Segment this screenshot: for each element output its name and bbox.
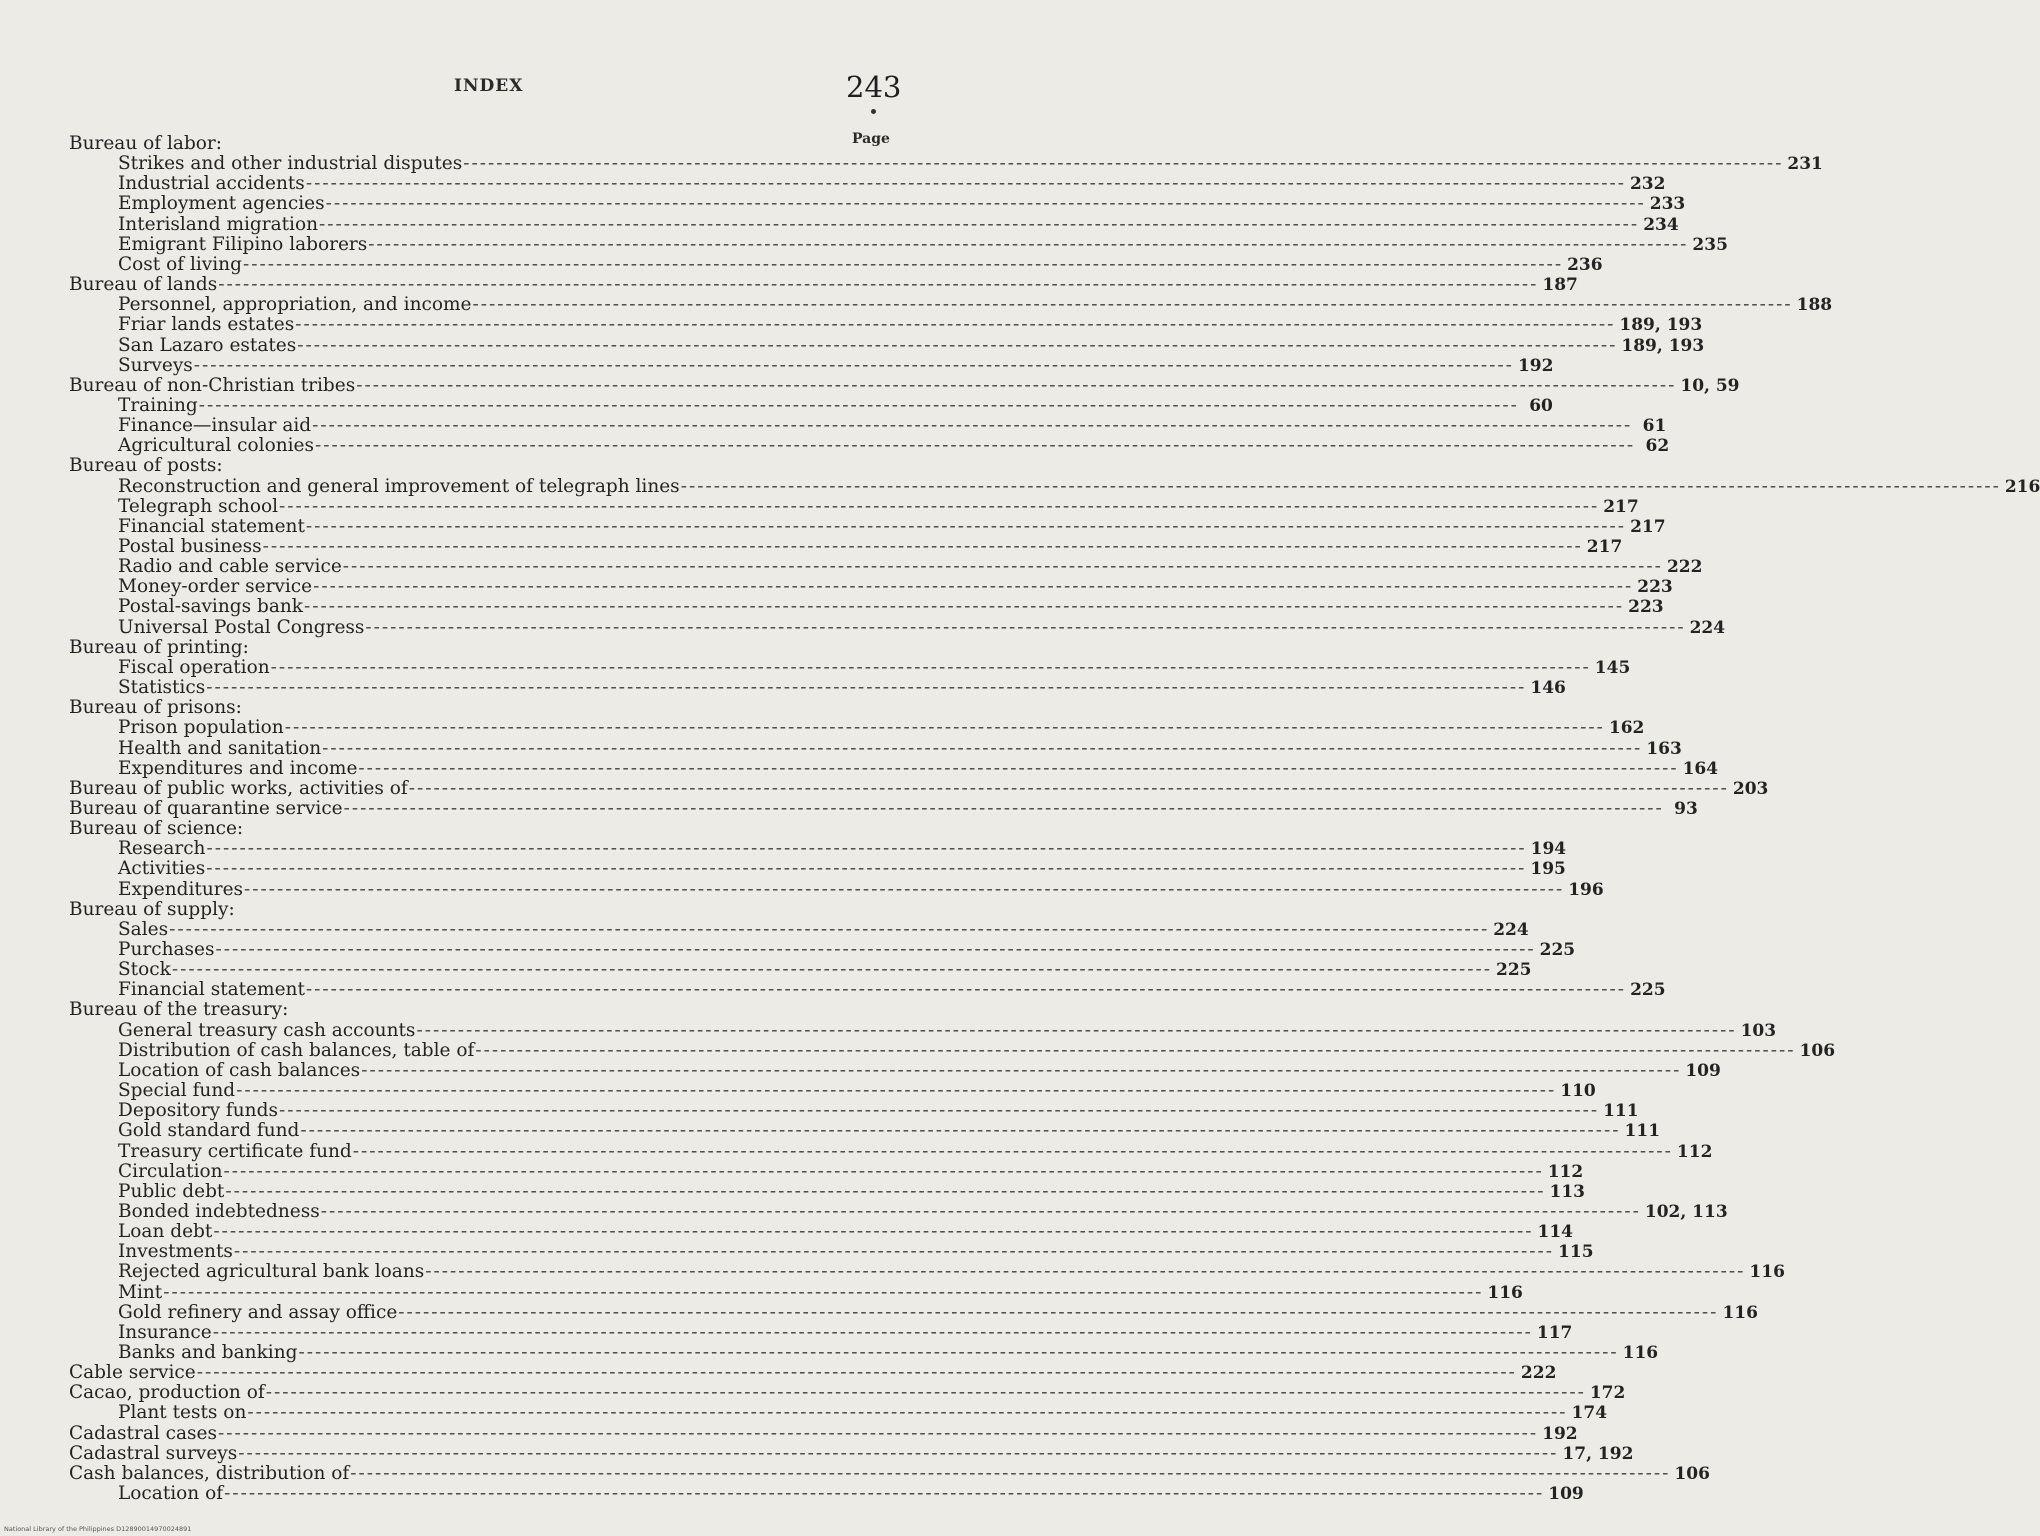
index-entry-page: 235 (1692, 234, 1728, 255)
index-entry-label: Emigrant Filipino laborers (118, 233, 368, 255)
index-entry-page: 217 (1586, 537, 1623, 557)
index-entry-label: Money-order service (118, 576, 313, 598)
dot-leader: ---------------------------------------------------------------------------------------------------------------------------------------------------------------- (171, 959, 1492, 981)
index-entry-page: 189, 193 (1621, 335, 1705, 356)
footer-note: National Library of the Philippines D12890014970024891 (4, 1525, 192, 1533)
dot-leader: ---------------------------------------------------------------------------------------------------------------------------------------------------------------- (223, 1160, 1544, 1182)
dot-leader: ---------------------------------------------------------------------------------------------------------------------------------------------------------------- (475, 1039, 1796, 1061)
index-entry-page: 216 (2004, 476, 2040, 497)
page-number: 243 (846, 70, 902, 104)
index-entry (118, 737, 1682, 759)
index-entry (118, 596, 1664, 618)
index-entry-page: 102, 113 (1644, 1201, 1728, 1222)
index-entry (118, 1120, 1661, 1142)
index-entry (118, 193, 1686, 215)
index-entry-page: 189, 193 (1619, 315, 1703, 336)
index-entry-page: 116 (1622, 1343, 1659, 1363)
index-entry-label: Statistics (118, 677, 206, 699)
index-entry-page: 233 (1649, 194, 1686, 215)
index-entry-page: 236 (1567, 254, 1603, 275)
index-entry (118, 616, 1726, 638)
index-entry-page: 116 (1749, 1262, 1785, 1283)
index-entry-page: 162 (1608, 718, 1645, 739)
index-entry (118, 314, 1703, 336)
index-entry (118, 838, 1567, 860)
index-entry-label: Bureau of supply: (69, 898, 235, 920)
dot-leader: ---------------------------------------------------------------------------------------------------------------------------------------------------------------- (225, 1180, 1546, 1202)
dot-leader: ---------------------------------------------------------------------------------------------------------------------------------------------------------------- (416, 1019, 1737, 1041)
index-entry (69, 1442, 1634, 1464)
index-entry-page: 114 (1537, 1222, 1573, 1243)
dot-leader: ---------------------------------------------------------------------------------------------------------------------------------------------------------------- (408, 777, 1729, 799)
index-entry-page: 223 (1637, 577, 1673, 598)
dot-leader: ---------------------------------------------------------------------------------------------------------------------------------------------------------------- (325, 193, 1646, 215)
index-entry-page: 109 (1548, 1484, 1584, 1505)
dot-leader: ---------------------------------------------------------------------------------------------------------------------------------------------------------------- (244, 878, 1565, 900)
index-entry-label: Cash balances, distribution of (69, 1462, 350, 1484)
index-entry (118, 213, 1679, 235)
index-entry (118, 878, 1604, 900)
dot-leader: ---------------------------------------------------------------------------------------------------------------------------------------------------------------- (279, 495, 1600, 517)
index-entry-label: San Lazaro estates (118, 334, 297, 356)
index-entry-page: 234 (1643, 214, 1679, 235)
dot-leader: ---------------------------------------------------------------------------------------------------------------------------------------------------------------- (320, 1200, 1641, 1222)
index-entry-label: Telegraph school (118, 495, 279, 517)
index-entry (69, 698, 896, 718)
index-entry (69, 1362, 1557, 1384)
index-entry-page: 192 (1517, 355, 1554, 376)
dot-leader: ---------------------------------------------------------------------------------------------------------------------------------------------------------------- (206, 858, 1527, 880)
index-entry-label: Employment agencies (118, 193, 325, 215)
dot-leader: ---------------------------------------------------------------------------------------------------------------------------------------------------------------- (278, 1100, 1600, 1122)
running-header-title: INDEX (454, 76, 524, 96)
index-entry (69, 819, 896, 839)
index-entry-page: 196 (1568, 879, 1604, 900)
index-entry (118, 1483, 1584, 1505)
index-entry (118, 858, 1566, 880)
index-entry-label: Loan debt (118, 1221, 213, 1243)
index-entry-label: Universal Postal Congress (118, 616, 365, 638)
index-entry-page: 116 (1487, 1282, 1523, 1303)
index-entry-label: Investments (118, 1241, 233, 1263)
dot-leader: ---------------------------------------------------------------------------------------------------------------------------------------------------------------- (300, 1120, 1621, 1142)
index-entry-page: 113 (1549, 1181, 1586, 1202)
dot-leader: ---------------------------------------------------------------------------------------------------------------------------------------------------------------- (236, 1080, 1557, 1102)
dot-leader: ---------------------------------------------------------------------------------------------------------------------------------------------------------------- (315, 435, 1636, 457)
index-entry-page: 225 (1495, 960, 1532, 981)
dot-leader: ---------------------------------------------------------------------------------------------------------------------------------------------------------------- (368, 233, 1689, 255)
index-entry-page: 192 (1542, 1423, 1578, 1444)
index-entry (118, 959, 1532, 981)
index-entry (118, 1402, 1608, 1424)
dot-leader: ---------------------------------------------------------------------------------------------------------------------------------------------------------------- (472, 294, 1793, 316)
index-entry-label: Surveys (118, 354, 193, 376)
dot-leader: ---------------------------------------------------------------------------------------------------------------------------------------------------------------- (680, 475, 2001, 497)
index-entry-label: Location of (118, 1483, 224, 1505)
index-entry-page: 106 (1799, 1040, 1836, 1061)
index-entry-page: 17, 192 (1562, 1443, 1634, 1464)
index-entry (118, 918, 1529, 940)
index-entry (69, 797, 1698, 819)
index-entry (118, 475, 2040, 497)
index-entry-page: 146 (1530, 678, 1566, 699)
dot-leader: ---------------------------------------------------------------------------------------------------------------------------------------------------------------- (213, 1221, 1534, 1243)
index-entry-page: 225 (1630, 980, 1666, 1001)
index-entry-label: Insurance (118, 1321, 212, 1343)
dot-leader: ---------------------------------------------------------------------------------------------------------------------------------------------------------------- (365, 616, 1686, 638)
index-entry (69, 374, 1740, 396)
index-entry-page: 223 (1628, 597, 1664, 618)
index-entry-page: 145 (1594, 657, 1631, 678)
index-entry-page: 224 (1493, 919, 1529, 940)
dot-leader: ---------------------------------------------------------------------------------------------------------------------------------------------------------------- (305, 979, 1627, 1001)
dot-leader: ---------------------------------------------------------------------------------------------------------------------------------------------------------------- (218, 274, 1539, 296)
index-entry-page: 232 (1629, 174, 1666, 195)
index-entry (69, 456, 896, 476)
index-entry-page: 187 (1542, 275, 1578, 296)
index-entry (118, 153, 1823, 175)
index-entry-label: Finance—insular aid (118, 415, 312, 437)
dot-leader: ---------------------------------------------------------------------------------------------------------------------------------------------------------------- (305, 173, 1626, 195)
index-entry-label: Mint (118, 1281, 163, 1303)
index-entry-page: 224 (1689, 617, 1726, 638)
index-entry-label: Rejected agricultural bank loans (118, 1261, 425, 1283)
index-entry-label: Industrial accidents (118, 173, 305, 195)
index-entry-label: Stock (118, 959, 171, 981)
dot-leader: ---------------------------------------------------------------------------------------------------------------------------------------------------------------- (342, 556, 1663, 578)
index-entry-label: Strikes and other industrial disputes (118, 153, 463, 175)
index-entry (69, 638, 896, 658)
index-entry-page: 222 (1666, 557, 1703, 578)
dot-leader: ---------------------------------------------------------------------------------------------------------------------------------------------------------------- (238, 1442, 1559, 1464)
index-entry-page: 10, 59 (1680, 375, 1740, 396)
index-entry (118, 1321, 1573, 1343)
index-entry-label: Special fund (118, 1080, 236, 1102)
index-entry-page: 188 (1796, 295, 1833, 316)
index-entry (69, 274, 1578, 296)
index-entry (118, 495, 1639, 517)
index-entry-label: Expenditures and income (118, 757, 358, 779)
index-entry-page: 217 (1630, 516, 1666, 537)
dot-leader: ---------------------------------------------------------------------------------------------------------------------------------------------------------------- (319, 213, 1640, 235)
index-entry-label: Bureau of labor: (69, 133, 222, 154)
dot-leader: ---------------------------------------------------------------------------------------------------------------------------------------------------------------- (463, 153, 1784, 175)
index-entry-page: 195 (1530, 859, 1566, 880)
dot-leader: ---------------------------------------------------------------------------------------------------------------------------------------------------------------- (361, 1059, 1682, 1081)
index-entry (118, 1301, 1758, 1323)
index-entry (118, 1281, 1523, 1303)
index-entry-label: Cadastral surveys (69, 1442, 238, 1464)
index-entry-page: 115 (1558, 1242, 1594, 1263)
index-entry-page: 112 (1676, 1141, 1713, 1162)
index-entry-label: Treasury certificate fund (118, 1140, 352, 1162)
dot-leader: ---------------------------------------------------------------------------------------------------------------------------------------------------------------- (298, 1342, 1619, 1363)
dot-leader: ---------------------------------------------------------------------------------------------------------------------------------------------------------------- (358, 757, 1679, 779)
index-entry-label: Radio and cable service (118, 556, 342, 578)
index-entry-page: 109 (1685, 1060, 1721, 1081)
index-entry-label: Interisland migration (118, 213, 319, 235)
dot-leader: ---------------------------------------------------------------------------------------------------------------------------------------------------------------- (398, 1301, 1719, 1323)
index-entry-label: Gold refinery and assay office (118, 1301, 398, 1323)
index-entry-page: 62 (1645, 436, 1670, 457)
index-entry-page: 174 (1571, 1403, 1608, 1424)
dot-leader: ---------------------------------------------------------------------------------------------------------------------------------------------------------------- (193, 354, 1514, 376)
dot-leader: ---------------------------------------------------------------------------------------------------------------------------------------------------------------- (163, 1281, 1484, 1303)
index-entry (118, 253, 1603, 275)
index-entry (118, 1241, 1594, 1263)
dot-leader: ---------------------------------------------------------------------------------------------------------------------------------------------------------------- (265, 1382, 1586, 1404)
dot-leader: ---------------------------------------------------------------------------------------------------------------------------------------------------------------- (215, 939, 1536, 960)
index-entry-label: Plant tests on (118, 1402, 247, 1424)
index-entry-page: 163 (1646, 738, 1682, 759)
index-entry-page: 103 (1740, 1020, 1777, 1041)
dot-leader: ---------------------------------------------------------------------------------------------------------------------------------------------------------------- (247, 1402, 1568, 1424)
index-entry (118, 1261, 1785, 1283)
index-entry-label: Bureau of public works, activities of (69, 777, 408, 799)
index-entry-label: Personnel, appropriation, and income (118, 294, 472, 316)
index-entry (118, 1080, 1596, 1102)
dot-leader: ---------------------------------------------------------------------------------------------------------------------------------------------------------------- (313, 576, 1634, 598)
index-entry (118, 233, 1728, 255)
index-entry-page: 231 (1787, 154, 1823, 175)
index-entry (118, 435, 1670, 457)
page-column-label: Page (852, 131, 890, 147)
index-entry-label: Research (118, 838, 206, 860)
index-entry-page: 164 (1682, 758, 1719, 779)
index-entry-label: Circulation (118, 1160, 223, 1182)
dot-leader: ---------------------------------------------------------------------------------------------------------------------------------------------------------------- (297, 334, 1618, 356)
dot-leader: ---------------------------------------------------------------------------------------------------------------------------------------------------------------- (242, 253, 1564, 275)
dot-leader: ---------------------------------------------------------------------------------------------------------------------------------------------------------------- (196, 1362, 1517, 1384)
dot-leader: ---------------------------------------------------------------------------------------------------------------------------------------------------------------- (295, 314, 1616, 336)
index-entry (69, 1462, 1710, 1484)
dot-leader: ---------------------------------------------------------------------------------------------------------------------------------------------------------------- (198, 394, 1519, 416)
index-entry-label: Friar lands estates (118, 314, 295, 336)
index-entry (118, 1140, 1713, 1162)
index-entry (118, 394, 1553, 416)
index-entry-label: Bureau of posts: (69, 455, 223, 477)
dot-leader: ---------------------------------------------------------------------------------------------------------------------------------------------------------------- (343, 797, 1664, 819)
dot-leader: ---------------------------------------------------------------------------------------------------------------------------------------------------------------- (224, 1483, 1545, 1505)
dot-leader: ---------------------------------------------------------------------------------------------------------------------------------------------------------------- (169, 918, 1490, 940)
dot-mark-icon (871, 109, 876, 114)
index-entry (118, 1160, 1584, 1182)
index-entry (118, 979, 1666, 1001)
index-entry-label: Cost of living (118, 253, 242, 275)
dot-leader: ---------------------------------------------------------------------------------------------------------------------------------------------------------------- (356, 374, 1677, 396)
dot-leader: ---------------------------------------------------------------------------------------------------------------------------------------------------------------- (284, 717, 1605, 739)
index-entry (118, 757, 1719, 779)
index-entry (118, 1059, 1721, 1081)
index-entry-label: Gold standard fund (118, 1120, 300, 1142)
index-entry-label: Bureau of printing: (69, 636, 249, 658)
index-entry (118, 556, 1703, 578)
index-entry-label: Purchases (118, 939, 215, 960)
index-entry (118, 515, 1666, 537)
index-entry-label: Bureau of non-Christian tribes (69, 374, 356, 396)
index-entry-page: 106 (1674, 1463, 1710, 1484)
index-entry-label: Health and sanitation (118, 737, 322, 759)
index-entry-page: 117 (1536, 1322, 1573, 1343)
index-entry-page: 116 (1722, 1302, 1758, 1323)
dot-leader: ---------------------------------------------------------------------------------------------------------------------------------------------------------------- (206, 677, 1527, 699)
dot-leader: ---------------------------------------------------------------------------------------------------------------------------------------------------------------- (262, 536, 1583, 557)
index-entry-label: Expenditures (118, 878, 244, 900)
index-entry-label: Fiscal operation (118, 656, 270, 678)
index-entry-page: 225 (1539, 940, 1576, 960)
index-entry-label: Bureau of science: (69, 818, 244, 840)
index-entry-page: 111 (1624, 1121, 1661, 1142)
index-entry (118, 656, 1631, 678)
index-entry (118, 294, 1833, 316)
index-entry (69, 900, 896, 920)
index-entry-label: Sales (118, 918, 169, 940)
index-entry-page: 222 (1520, 1363, 1557, 1384)
dot-leader: ---------------------------------------------------------------------------------------------------------------------------------------------------------------- (303, 596, 1625, 618)
index-entry-label: Bureau of prisons: (69, 697, 242, 719)
index-entry (118, 334, 1705, 356)
index-entry (118, 1200, 1728, 1222)
index-entry (118, 1019, 1777, 1041)
index-entry-label: Prison population (118, 717, 284, 739)
index-entry-page: 61 (1642, 416, 1667, 437)
index-entry-page: 112 (1547, 1161, 1584, 1182)
index-entry-label: Cacao, production of (69, 1382, 265, 1404)
index-entry (69, 777, 1769, 799)
index-entry-label: Cable service (69, 1362, 196, 1384)
index-entry-label: Activities (118, 858, 206, 880)
index-entry (118, 1221, 1573, 1243)
index-entry (69, 1382, 1626, 1404)
dot-leader: ---------------------------------------------------------------------------------------------------------------------------------------------------------------- (352, 1140, 1673, 1162)
index-entry-label: Financial statement (118, 515, 305, 537)
dot-leader: ---------------------------------------------------------------------------------------------------------------------------------------------------------------- (322, 737, 1643, 759)
index-entry (118, 677, 1566, 699)
index-entry-label: Bonded indebtedness (118, 1200, 320, 1222)
index-entry-page: 172 (1589, 1383, 1626, 1404)
dot-leader: ---------------------------------------------------------------------------------------------------------------------------------------------------------------- (312, 415, 1633, 437)
index-entry-page: 203 (1732, 778, 1769, 799)
index-entry-page: 93 (1674, 798, 1698, 819)
index-entry-label: Reconstruction and general improvement of telegraph lines (118, 475, 680, 497)
index-entry (118, 1039, 1836, 1061)
index-entry-label: Location of cash balances (118, 1059, 361, 1081)
dot-leader: ---------------------------------------------------------------------------------------------------------------------------------------------------------------- (206, 838, 1527, 860)
dot-leader: ---------------------------------------------------------------------------------------------------------------------------------------------------------------- (212, 1321, 1533, 1343)
index-entry-label: Public debt (118, 1180, 225, 1202)
index-entry-label: Bureau of quarantine service (69, 797, 343, 819)
index-entry (118, 536, 1623, 557)
index-entry-label: Bureau of lands (69, 274, 218, 296)
index-entry-page: 60 (1529, 395, 1553, 416)
index-entry-page: 194 (1530, 839, 1567, 860)
index-entry (118, 939, 1576, 960)
index-entry (118, 1180, 1586, 1202)
index-entry (118, 354, 1554, 376)
index-entry-label: Postal business (118, 536, 262, 557)
index-entry-page: 110 (1560, 1081, 1596, 1102)
index-entry-label: Postal-savings bank (118, 596, 303, 618)
index-entry (118, 173, 1666, 195)
index-entry-label: General treasury cash accounts (118, 1019, 416, 1041)
dot-leader: ---------------------------------------------------------------------------------------------------------------------------------------------------------------- (233, 1241, 1555, 1263)
index-entry-page: 111 (1603, 1101, 1639, 1122)
dot-leader: ---------------------------------------------------------------------------------------------------------------------------------------------------------------- (217, 1422, 1539, 1444)
index-entry-label: Cadastral cases (69, 1422, 217, 1444)
dot-leader: ---------------------------------------------------------------------------------------------------------------------------------------------------------------- (305, 515, 1627, 537)
index-entry-label: Bureau of the treasury: (69, 999, 289, 1021)
index-entry (69, 1000, 896, 1020)
index-entry-label: Agricultural colonies (118, 435, 315, 457)
dot-leader: ---------------------------------------------------------------------------------------------------------------------------------------------------------------- (425, 1261, 1746, 1283)
index-entry-label: Financial statement (118, 979, 305, 1001)
index-entry-label: Distribution of cash balances, table of (118, 1039, 475, 1061)
index-entry (118, 415, 1667, 437)
index-entry (118, 576, 1673, 598)
index-entry-label: Banks and banking (118, 1342, 298, 1363)
index-entry (69, 1422, 1578, 1444)
index-entry (118, 1100, 1639, 1122)
index-entry (118, 1342, 1659, 1363)
index-entry (118, 717, 1645, 739)
index-entry-page: 217 (1603, 496, 1639, 517)
index-entry (69, 134, 896, 154)
index-entry-label: Depository funds (118, 1100, 278, 1122)
index-entry-label: Training (118, 394, 198, 416)
dot-leader: ---------------------------------------------------------------------------------------------------------------------------------------------------------------- (350, 1462, 1671, 1484)
dot-leader: ---------------------------------------------------------------------------------------------------------------------------------------------------------------- (270, 656, 1591, 678)
